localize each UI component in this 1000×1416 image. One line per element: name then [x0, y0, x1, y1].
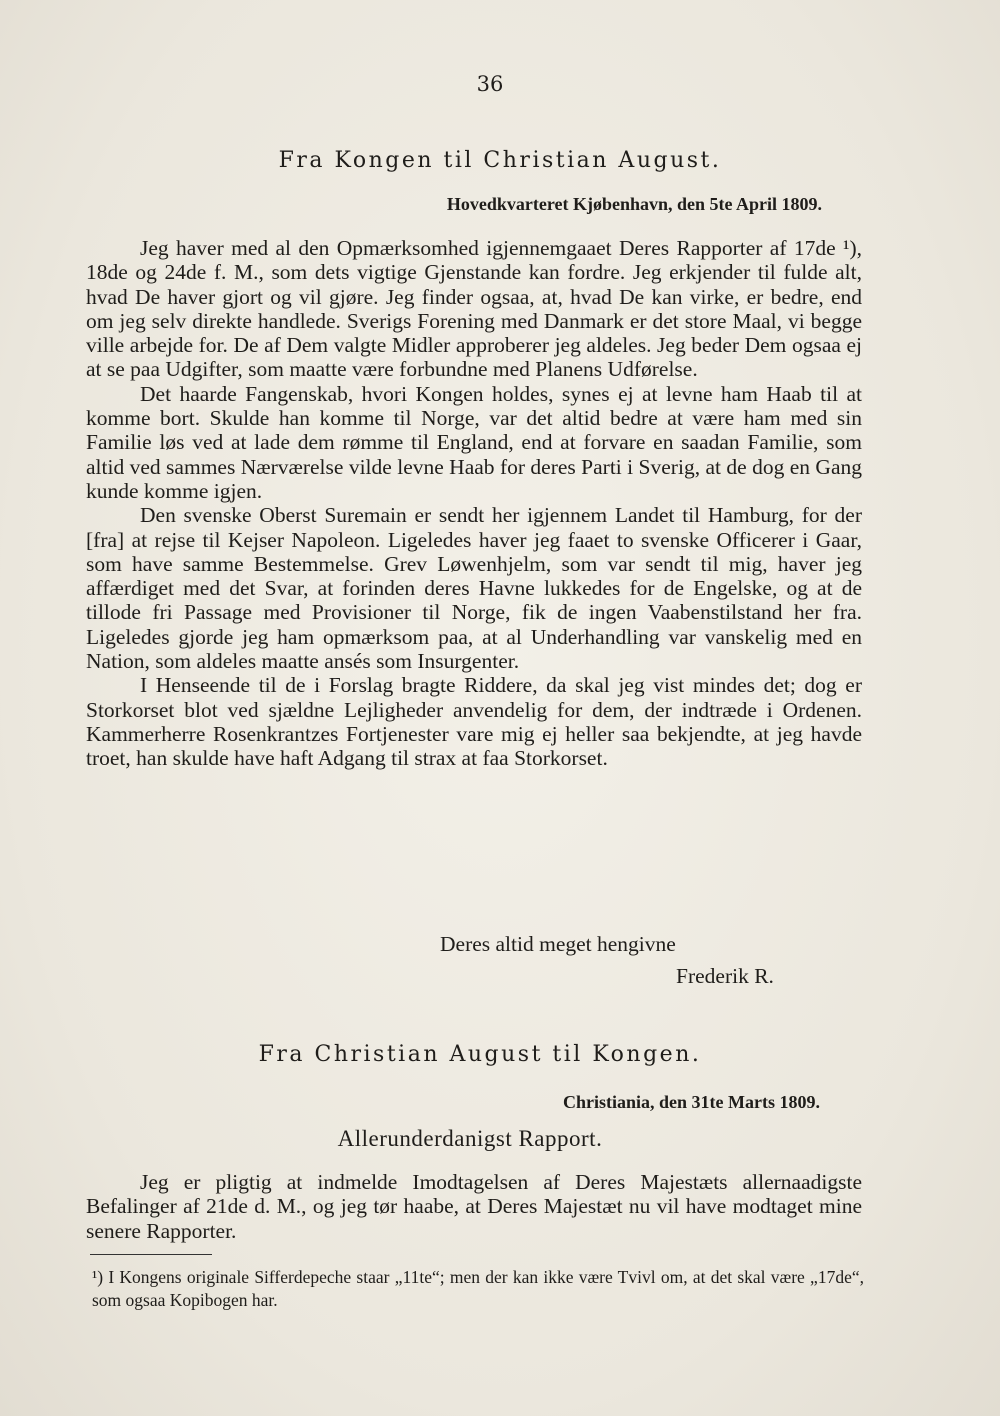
letter1-paragraph: I Henseende til de i Forslag bragte Riddere, da skal jeg vist mindes det; dog er Storkorset blot ved sjældne Lejligheder anvendelig for dem, der indtræde i Ordenen. Kammerherre Rosenkrantzes Fortjenester vare mig ej heller saa bekjendte, at jeg havde troet, han skulde have haft Adgang til strax at faa Storkorset. — [86, 673, 862, 771]
letter2-paragraph: Jeg er pligtig at indmelde Imodtagelsen af Deres Majestæts allernaadigste Befalinger af 21de d. M., og jeg tør haabe, at Deres Majestæt nu vil have modtaget mine senere Rapporter. — [86, 1170, 862, 1243]
letter1-paragraph: Den svenske Oberst Suremain er sendt her igjennem Landet til Hamburg, for der [fra] at rejse til Kejser Napoleon. Ligeledes haver jeg faaet to svenske Officerer i Gaar, som have samme Bestemmelse. Grev Løwenhjelm, som var sendt til mig, haver jeg affærdiget med det Svar, at forinden deres Havne lukkedes for de Engelske, og at de tillode fri Passage med Provisioner til Norge, fik de ingen Vaabenstilstand her fra. Ligeledes gjorde jeg ham opmærksom paa, at al Underhandling var vanskelig med en Nation, som aldeles maatte ansés som Insurgenter. — [86, 503, 862, 674]
letter1-paragraph: Det haarde Fangenskab, hvori Kongen holdes, synes ej at levne ham Haab til at komme bort. Skulde han komme til Norge, var det altid bedre at være ham med sin Familie løs ved at lade dem rømme til England, end at forvare en saadan Familie, som altid ved sammes Nærværelse vilde levne Haab for deres Parti i Sverig, at de dog en Gang kunde komme igjen. — [86, 381, 862, 503]
letter1-signature: Frederik R. — [676, 964, 774, 988]
letter1-closing: Deres altid meget hengivne — [440, 932, 676, 956]
letter2-body — [86, 1170, 862, 1243]
letter2-subheading: Allerunderdanigst Rapport. — [337, 1126, 603, 1151]
letter1-body — [86, 236, 862, 771]
letter1-paragraph: Jeg haver med al den Opmærksomhed igjennemgaaet Deres Rapporter af 17de ¹), 18de og 24de f. M., som dets vigtige Gjenstande kan fordre. Jeg erkjender til fulde alt, hvad De haver gjort og vil gjøre. Jeg finder ogsaa, at, hvad De kan virke, er bedre, end om jeg selv direkte handlede. Sverigs Forening med Danmark er det store Maal, vi begge ville arbejde for. De af Dem valgte Midler approberer jeg aldeles. Jeg beder Dem ogsaa ej at se paa Udgifter, som maatte være forbundne med Planens Udførelse. — [86, 236, 862, 382]
letter1-heading: Fra Kongen til Christian August. — [278, 148, 722, 173]
letter1-dateline: Hovedkvarteret Kjøbenhavn, den 5te April 1809. — [446, 194, 822, 214]
page-number: 36 — [476, 72, 504, 96]
letter2-dateline: Christiania, den 31te Marts 1809. — [563, 1092, 820, 1112]
letter2-heading: Fra Christian August til Kongen. — [258, 1042, 702, 1067]
footnote: ¹) I Kongens originale Sifferdepeche staar „11te“; men der kan ikke være Tvivl om, at det skal være „17de“, som ogsaa Kopibogen har. — [92, 1267, 864, 1310]
footnote-rule — [90, 1254, 212, 1255]
